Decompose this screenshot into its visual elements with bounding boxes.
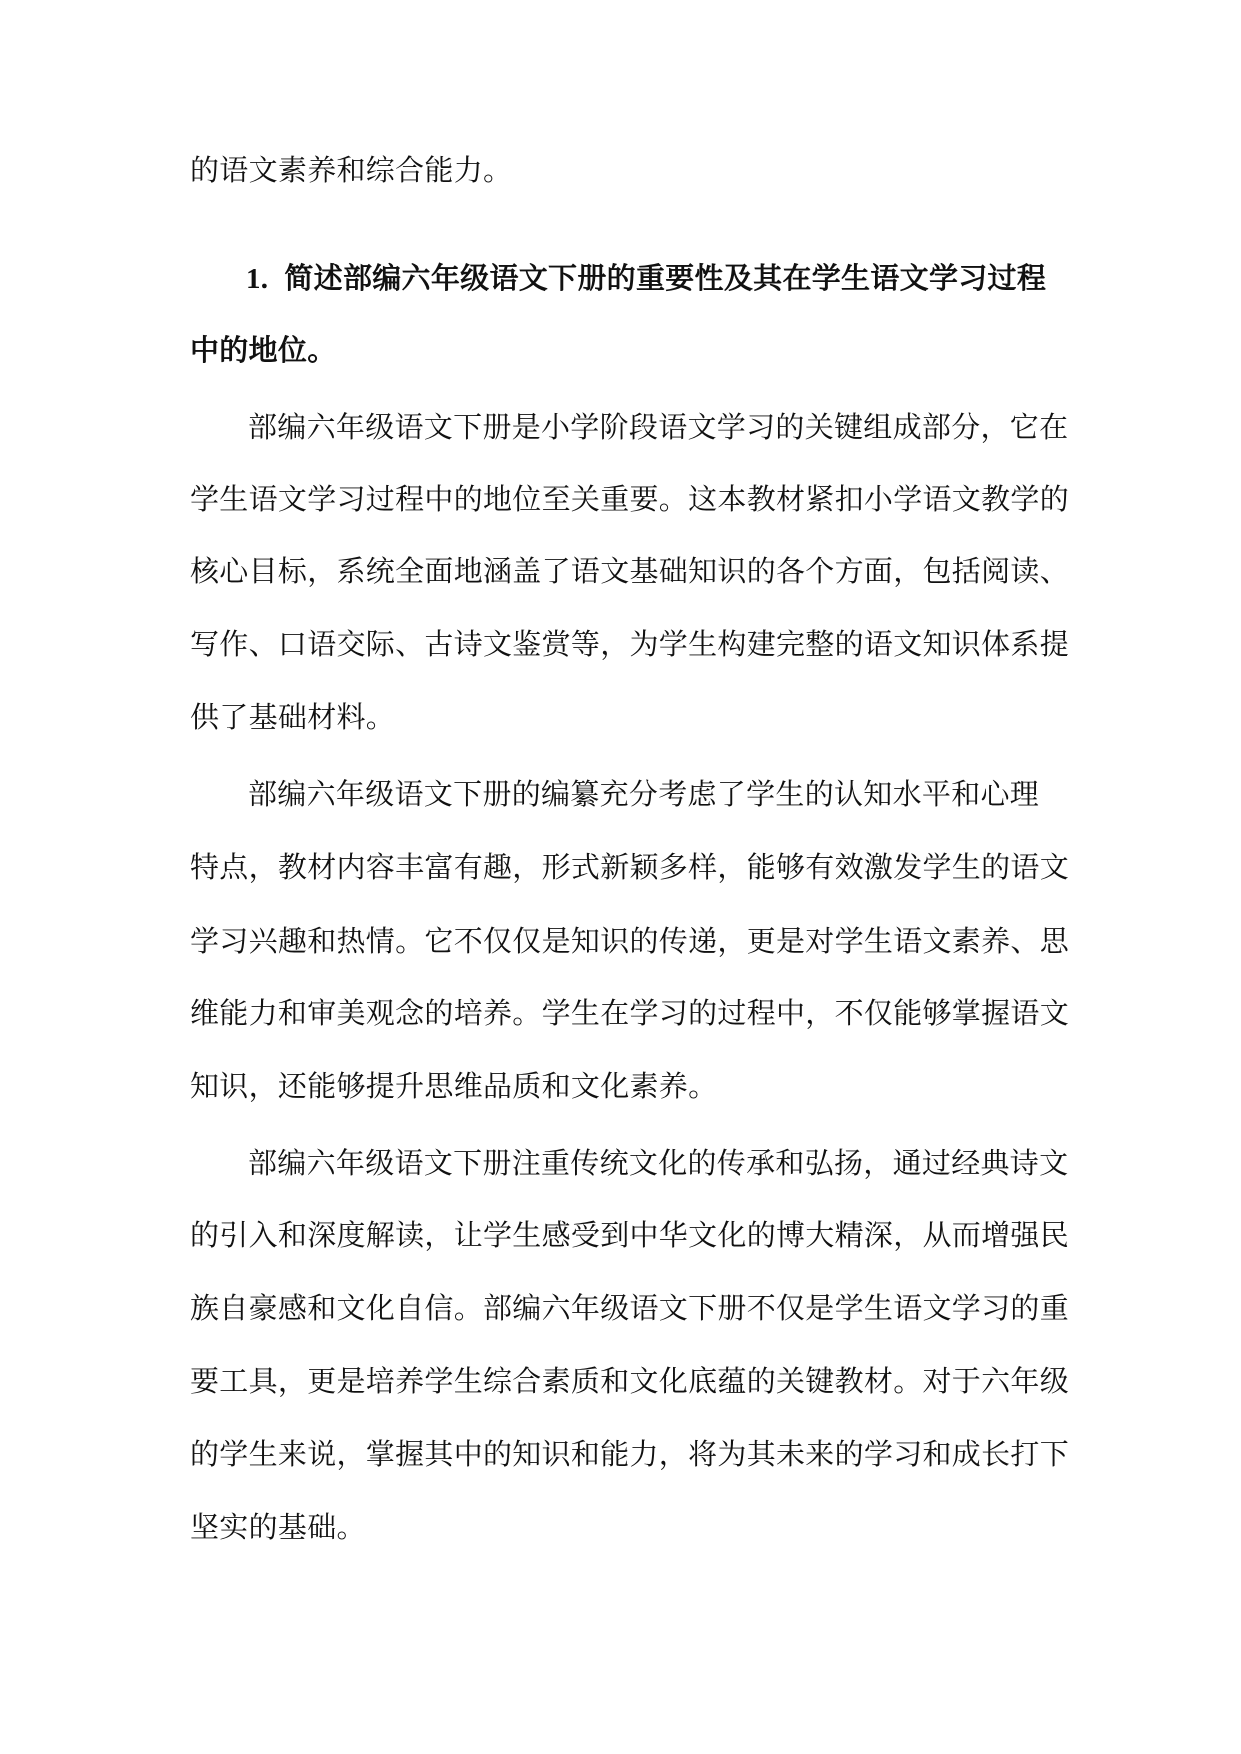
section-title-line-1: 简述部编六年级语文下册的重要性及其在学生语文学习过程 <box>284 261 1047 295</box>
intro-tail-text: 的语文素养和综合能力。 <box>190 153 513 187</box>
paragraph-1-line-2: 学生语文学习过程中的地位至关重要。这本教材紧扣小学语文教学的 <box>190 482 1070 516</box>
paragraph-2-line-4: 维能力和审美观念的培养。学生在学习的过程中，不仅能够掌握语文 <box>190 996 1070 1030</box>
paragraph-1-line-4: 写作、口语交际、古诗文鉴赏等，为学生构建完整的语文知识体系提 <box>190 627 1070 661</box>
paragraph-3-line-1: 部编六年级语文下册注重传统文化的传承和弘扬，通过经典诗文 <box>248 1146 1069 1180</box>
section-heading-line-1 <box>246 258 1046 299</box>
paragraph-1-line-3: 核心目标，系统全面地涵盖了语文基础知识的各个方面，包括阅读、 <box>190 554 1070 588</box>
paragraph-2-line-2: 特点，教材内容丰富有趣，形式新颖多样，能够有效激发学生的语文 <box>190 850 1070 884</box>
section-heading-line-2: 中的地位。 <box>190 333 337 367</box>
paragraph-1-line-1: 部编六年级语文下册是小学阶段语文学习的关键组成部分，它在 <box>248 410 1069 444</box>
section-number: 1. <box>246 263 269 295</box>
paragraph-2-line-1: 部编六年级语文下册的编纂充分考虑了学生的认知水平和心理 <box>248 777 1040 811</box>
paragraph-1-line-5: 供了基础材料。 <box>190 700 396 734</box>
paragraph-3-line-5: 的学生来说，掌握其中的知识和能力，将为其未来的学习和成长打下 <box>190 1437 1070 1471</box>
paragraph-3-line-4: 要工具，更是培养学生综合素质和文化底蕴的关键教材。对于六年级 <box>190 1364 1070 1398</box>
paragraph-2-line-3: 学习兴趣和热情。它不仅仅是知识的传递，更是对学生语文素养、思 <box>190 924 1070 958</box>
paragraph-3-line-2: 的引入和深度解读，让学生感受到中华文化的博大精深，从而增强民 <box>190 1218 1070 1252</box>
paragraph-3-line-6: 坚实的基础。 <box>190 1510 366 1544</box>
paragraph-2-line-5: 知识，还能够提升思维品质和文化素养。 <box>190 1069 718 1103</box>
paragraph-3-line-3: 族自豪感和文化自信。部编六年级语文下册不仅是学生语文学习的重 <box>190 1291 1070 1325</box>
